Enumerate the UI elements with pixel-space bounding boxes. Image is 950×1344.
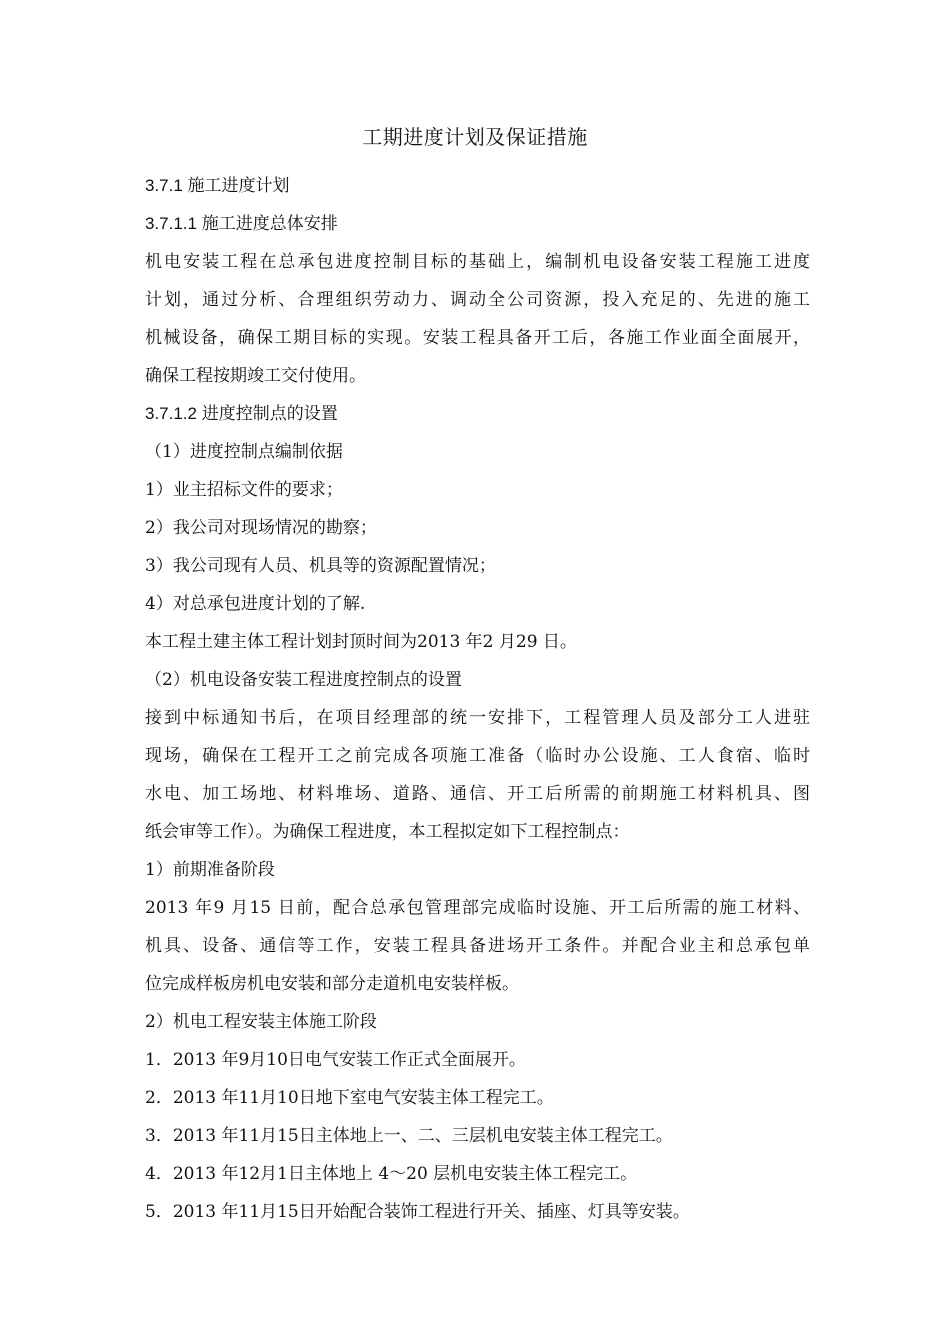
list-item: 3．2013 年11月15日主体地上一、二、三层机电安装主体工程完工。 [145,1126,673,1146]
paragraph-line: 2013 年9 月15 日前，配合总承包管理部完成临时设施、开工后所需的施工材料、 [145,898,810,918]
list-item: 5．2013 年11月15日开始配合装饰工程进行开关、插座、灯具等安装。 [145,1202,690,1222]
list-item: 1）业主招标文件的要求； [145,480,343,500]
list-item: 4．2013 年12月1日主体地上 4～20 层机电安装主体工程完工。 [145,1164,638,1184]
document-body [145,167,810,1231]
paragraph-line: 机具、设备、通信等工作，安装工程具备进场开工条件。并配合业主和总承包单 [145,936,810,956]
list-item: 1．2013 年9月10日电气安装工作正式全面展开。 [145,1050,526,1070]
section-heading-3-7-1: 3.7.1 施工进度计划 [145,176,290,195]
paragraph-line: 纸会审等工作）。为确保工程进度，本工程拟定如下工程控制点： [145,822,630,842]
paragraph-line: 水电、加工场地、材料堆场、道路、通信、开工后所需的前期施工材料机具、图 [145,784,810,804]
section-heading-3-7-1-2: 3.7.1.2 进度控制点的设置 [145,404,338,423]
section-heading-3-7-1-1: 3.7.1.1 施工进度总体安排 [145,214,338,233]
paragraph-line: 机械设备，确保工期目标的实现。安装工程具备开工后，各施工作业面全面展开， [145,328,810,348]
list-item: 3）我公司现有人员、机具等的资源配置情况； [145,556,496,576]
paragraph-line: 接到中标通知书后，在项目经理部的统一安排下，工程管理人员及部分工人进驻 [145,708,810,728]
list-item: 2）我公司对现场情况的勘察； [145,518,377,538]
list-item: 2．2013 年11月10日地下室电气安装主体工程完工。 [145,1088,554,1108]
paragraph-line: 位完成样板房机电安装和部分走道机电安装样板。 [145,974,519,994]
paragraph-line: 计划，通过分析、合理组织劳动力、调动全公司资源，投入充足的、先进的施工 [145,290,810,310]
paragraph-line: 本工程土建主体工程计划封顶时间为2013 年2 月29 日。 [145,632,577,652]
subheading-line: （2）机电设备安装工程进度控制点的设置 [145,670,462,690]
list-item: 4）对总承包进度计划的了解. [145,594,366,614]
paragraph-line: 机电安装工程在总承包进度控制目标的基础上，编制机电设备安装工程施工进度 [145,252,810,272]
document-title: 工期进度计划及保证措施 [362,125,588,149]
list-item: 1）前期准备阶段 [145,860,275,880]
subheading-line: （1）进度控制点编制依据 [145,442,343,462]
paragraph-line: 现场，确保在工程开工之前完成各项施工准备（临时办公设施、工人食宿、临时 [145,746,810,766]
paragraph-line: 确保工程按期竣工交付使用。 [145,366,366,386]
list-item: 2）机电工程安装主体施工阶段 [145,1012,377,1032]
